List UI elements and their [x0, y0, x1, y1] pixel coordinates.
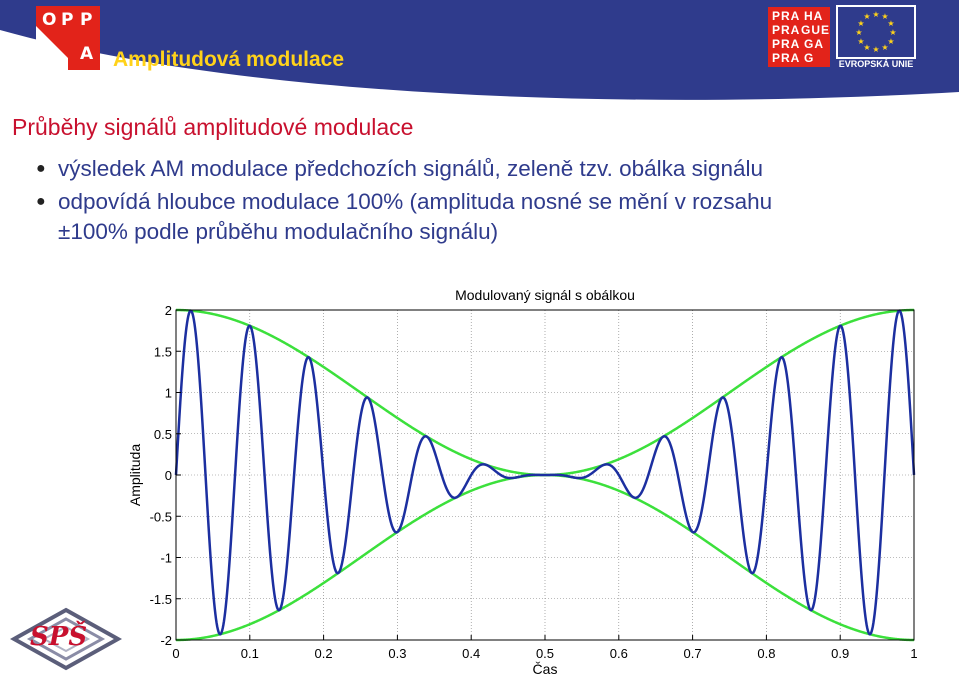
- praha-text: PRA: [772, 37, 801, 51]
- y-tick-label: -1: [160, 550, 172, 566]
- y-tick-label: 1: [164, 385, 172, 401]
- svg-text:★: ★: [872, 45, 880, 54]
- svg-text:★: ★: [857, 19, 865, 28]
- modulated-signal-chart: [120, 280, 940, 675]
- svg-text:★: ★: [872, 10, 880, 19]
- bullet-item: [36, 185, 936, 218]
- opp-logo: [36, 6, 100, 70]
- svg-text:★: ★: [881, 43, 889, 52]
- x-tick-label: 0.4: [462, 646, 481, 661]
- opp-letter: A: [80, 44, 94, 64]
- x-tick-label: 0.2: [314, 646, 333, 661]
- bullet-icon: ●: [36, 160, 46, 177]
- svg-text:★: ★: [863, 12, 871, 21]
- y-tick-label: -2: [160, 633, 172, 648]
- praha-text: GUE: [801, 23, 831, 37]
- x-tick-label: 0.8: [757, 646, 776, 661]
- bullet-text: výsledek AM modulace předchozích signálů, zeleně tzv. obálka signálu: [58, 156, 763, 181]
- svg-text:★: ★: [887, 19, 895, 28]
- svg-text:★: ★: [857, 37, 865, 46]
- eu-flag-icon: [836, 5, 916, 59]
- praha-text: G: [804, 51, 815, 65]
- page-title: Amplitudová modulace: [113, 48, 345, 71]
- sps-logo: [10, 606, 122, 672]
- x-axis-label: Čas: [532, 661, 558, 675]
- praha-text: HA: [804, 9, 824, 23]
- bullet-list: [36, 152, 936, 218]
- eu-logo: [836, 5, 916, 71]
- slide-heading: Průběhy signálů amplitudové modulace: [12, 114, 414, 140]
- y-axis-label: Amplituda: [127, 443, 143, 507]
- bullet-item: [36, 152, 936, 185]
- x-tick-label: 0.9: [831, 646, 850, 661]
- svg-text:★: ★: [887, 37, 895, 46]
- x-tick-label: 0.5: [535, 646, 555, 661]
- chart-title: Modulovaný signál s obálkou: [455, 287, 635, 303]
- bullet-icon: ●: [36, 193, 46, 210]
- x-tick-label: 0.3: [388, 646, 407, 661]
- bullet-text: odpovídá hloubce modulace 100% (amplituda nosné se mění v rozsahu: [58, 189, 773, 214]
- x-tick-label: 0.1: [240, 646, 259, 661]
- opp-letter: O: [42, 10, 57, 30]
- praha-text: GA: [804, 37, 824, 51]
- svg-text:★: ★: [881, 12, 889, 21]
- praha-text: PRA: [772, 23, 801, 37]
- x-tick-label: 0.6: [609, 646, 628, 661]
- y-tick-label: -0.5: [149, 509, 172, 525]
- opp-letter: P: [80, 10, 93, 30]
- sps-logo-text: SPŠ: [30, 622, 88, 652]
- bullet-continuation: ±100% podle průběhu modulačního signálu): [58, 219, 499, 244]
- praha-text: PRA: [772, 51, 801, 65]
- y-tick-label: 1.5: [153, 344, 172, 360]
- svg-text:★: ★: [889, 28, 897, 37]
- x-tick-label: 0.7: [683, 646, 702, 661]
- praha-text: PRA: [772, 9, 801, 23]
- x-tick-label: 0: [172, 646, 180, 661]
- svg-text:★: ★: [863, 43, 871, 52]
- x-tick-label: 1: [910, 646, 918, 661]
- eu-caption: EVROPSKÁ UNIE: [838, 59, 914, 69]
- svg-text:★: ★: [855, 28, 863, 37]
- y-tick-label: 0.5: [153, 426, 172, 442]
- y-tick-label: -1.5: [149, 591, 172, 607]
- y-tick-label: 2: [164, 303, 172, 318]
- praha-logo: [768, 7, 830, 67]
- opp-letter: P: [61, 10, 74, 30]
- y-tick-label: 0: [164, 468, 172, 483]
